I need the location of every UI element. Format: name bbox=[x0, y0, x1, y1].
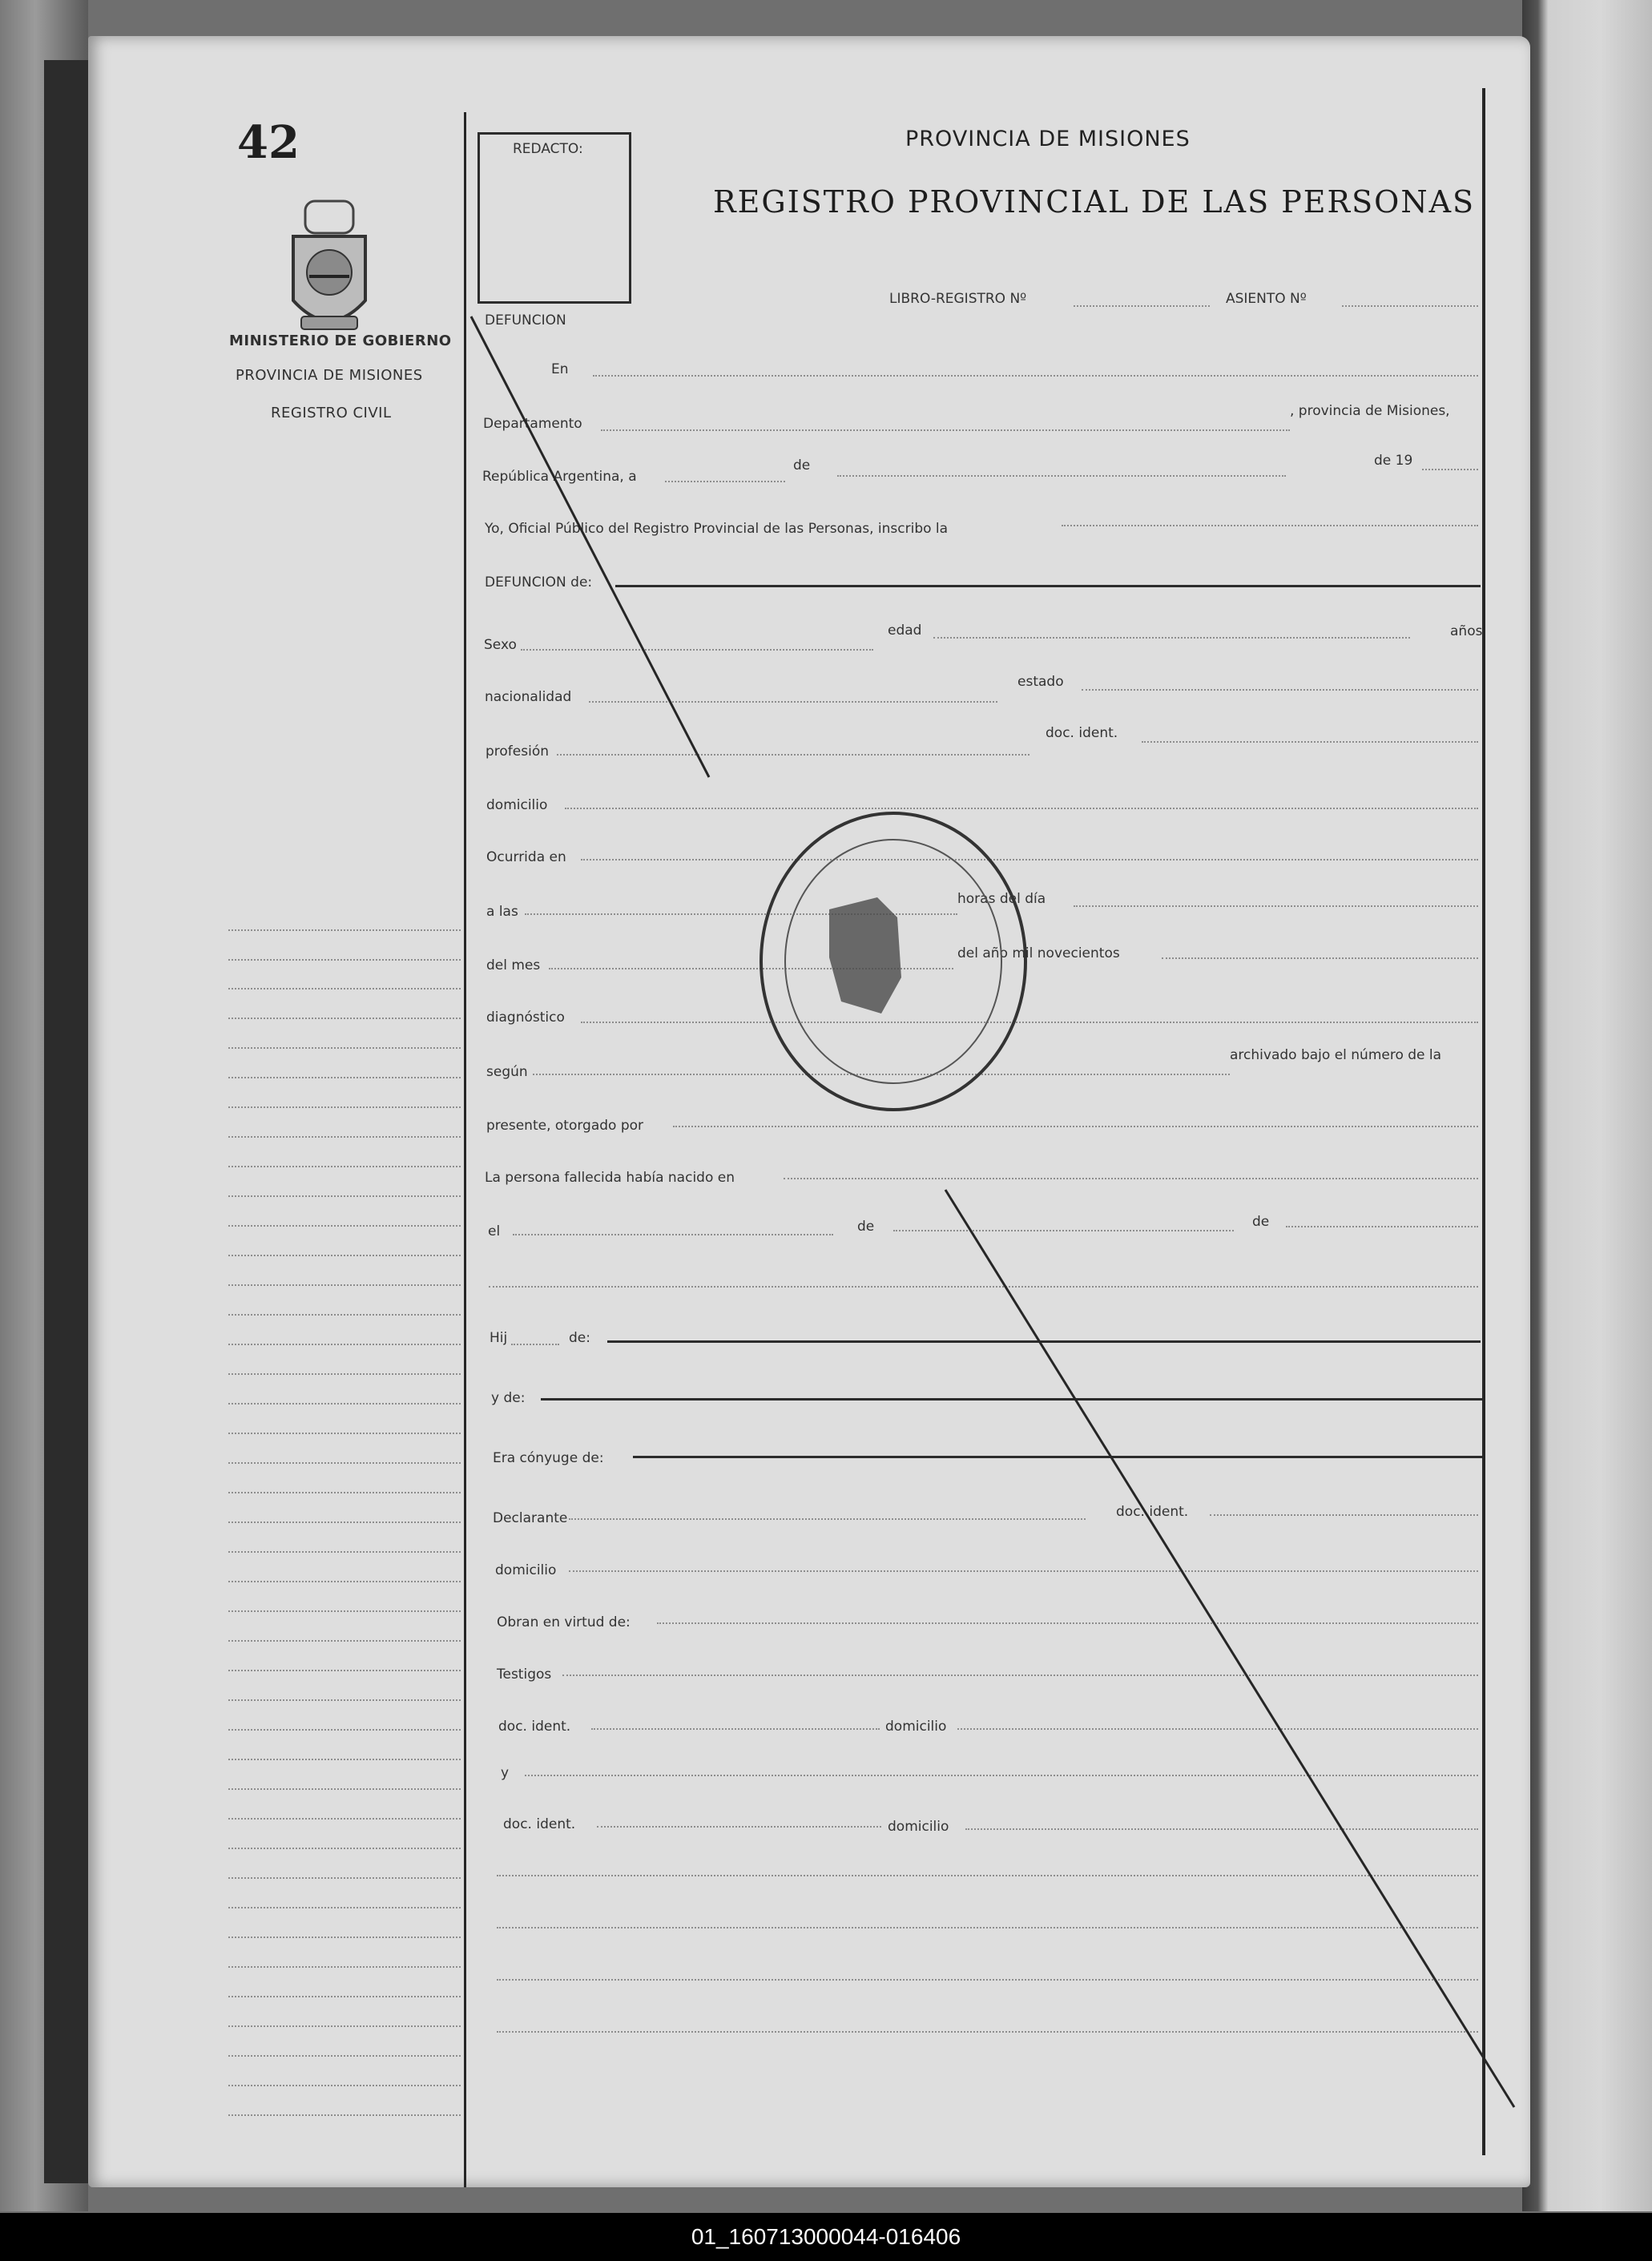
anos-label: años bbox=[1450, 623, 1483, 639]
de2-label: de bbox=[857, 1219, 875, 1235]
declarante-domicilio-label: domicilio bbox=[495, 1562, 557, 1578]
declarante-label: Declarante bbox=[493, 1510, 568, 1526]
y-de-label: y de: bbox=[491, 1390, 526, 1406]
en-label: En bbox=[551, 361, 569, 377]
page-number: 42 bbox=[237, 116, 300, 169]
image-id-caption: 01_160713000044-016406 bbox=[0, 2213, 1652, 2261]
cancel-stroke-lower bbox=[945, 1190, 1514, 2107]
del-ano-label: del año mil novecientos bbox=[957, 945, 1120, 961]
asiento-label: ASIENTO Nº bbox=[1226, 291, 1307, 307]
conyuge-label: Era cónyuge de: bbox=[493, 1450, 604, 1466]
diagnostico-label: diagnóstico bbox=[486, 1010, 565, 1026]
register-page bbox=[88, 36, 1530, 2187]
presente-label: presente, otorgado por bbox=[486, 1118, 644, 1134]
testigos-label: Testigos bbox=[497, 1667, 552, 1683]
provincia-misiones-label: , provincia de Misiones, bbox=[1290, 403, 1450, 419]
book-binding bbox=[44, 60, 92, 2183]
segun-label: según bbox=[486, 1064, 528, 1080]
defuncion-heading: DEFUNCION bbox=[485, 312, 566, 328]
nacido-en-label: La persona fallecida había nacido en bbox=[485, 1170, 735, 1186]
libro-registro-label: LIBRO-REGISTRO Nº bbox=[889, 291, 1027, 307]
obran-label: Obran en virtud de: bbox=[497, 1614, 631, 1630]
de-label: de bbox=[793, 457, 811, 474]
registry-title: REGISTRO PROVINCIAL DE LAS PERSONAS bbox=[713, 184, 1476, 220]
de-19-label: de 19 bbox=[1374, 453, 1413, 469]
next-page-edge bbox=[1522, 0, 1652, 2211]
t1-doc-label: doc. ident. bbox=[498, 1719, 571, 1735]
nacionalidad-label: nacionalidad bbox=[485, 689, 572, 705]
t2-domicilio-label: domicilio bbox=[888, 1819, 949, 1835]
y-label: y bbox=[501, 1765, 510, 1781]
defuncion-de-label: DEFUNCION de: bbox=[485, 574, 593, 590]
cancellation-marks bbox=[88, 36, 1530, 2187]
yo-oficial-label: Yo, Oficial Público del Registro Provincial de las Personas, inscribo la bbox=[485, 521, 949, 537]
ocurrida-en-label: Ocurrida en bbox=[486, 849, 566, 865]
republica-label: República Argentina, a bbox=[482, 469, 637, 485]
archivado-label: archivado bajo el número de la bbox=[1230, 1047, 1442, 1063]
t2-doc-label: doc. ident. bbox=[503, 1816, 576, 1832]
ministry-label: MINISTERIO DE GOBIERNO bbox=[229, 332, 452, 349]
edad-label: edad bbox=[888, 623, 922, 639]
de3-label: de bbox=[1252, 1214, 1270, 1230]
sexo-label: Sexo bbox=[484, 637, 517, 653]
departamento-label: Departamento bbox=[483, 416, 582, 432]
el-label: el bbox=[488, 1223, 501, 1239]
profesion-label: profesión bbox=[486, 744, 550, 760]
redacto-label: REDACTO: bbox=[513, 141, 583, 157]
t1-domicilio-label: domicilio bbox=[885, 1719, 947, 1735]
a-las-label: a las bbox=[486, 904, 518, 920]
estado-label: estado bbox=[1017, 674, 1064, 690]
hij-label: Hij bbox=[490, 1330, 508, 1346]
declarante-doc-label: doc. ident. bbox=[1116, 1504, 1189, 1520]
province-label: PROVINCIA DE MISIONES bbox=[236, 367, 423, 384]
province-header: PROVINCIA DE MISIONES bbox=[905, 127, 1191, 151]
del-mes-label: del mes bbox=[486, 957, 541, 973]
registry-stamp-icon bbox=[761, 813, 1025, 1110]
doc-ident-label: doc. ident. bbox=[1046, 725, 1118, 741]
cancel-stroke-upper bbox=[471, 316, 709, 777]
hij-de-label: de: bbox=[569, 1330, 590, 1346]
horas-del-dia-label: horas del día bbox=[957, 891, 1046, 907]
domicilio-label: domicilio bbox=[486, 797, 548, 813]
office-label: REGISTRO CIVIL bbox=[271, 405, 392, 421]
